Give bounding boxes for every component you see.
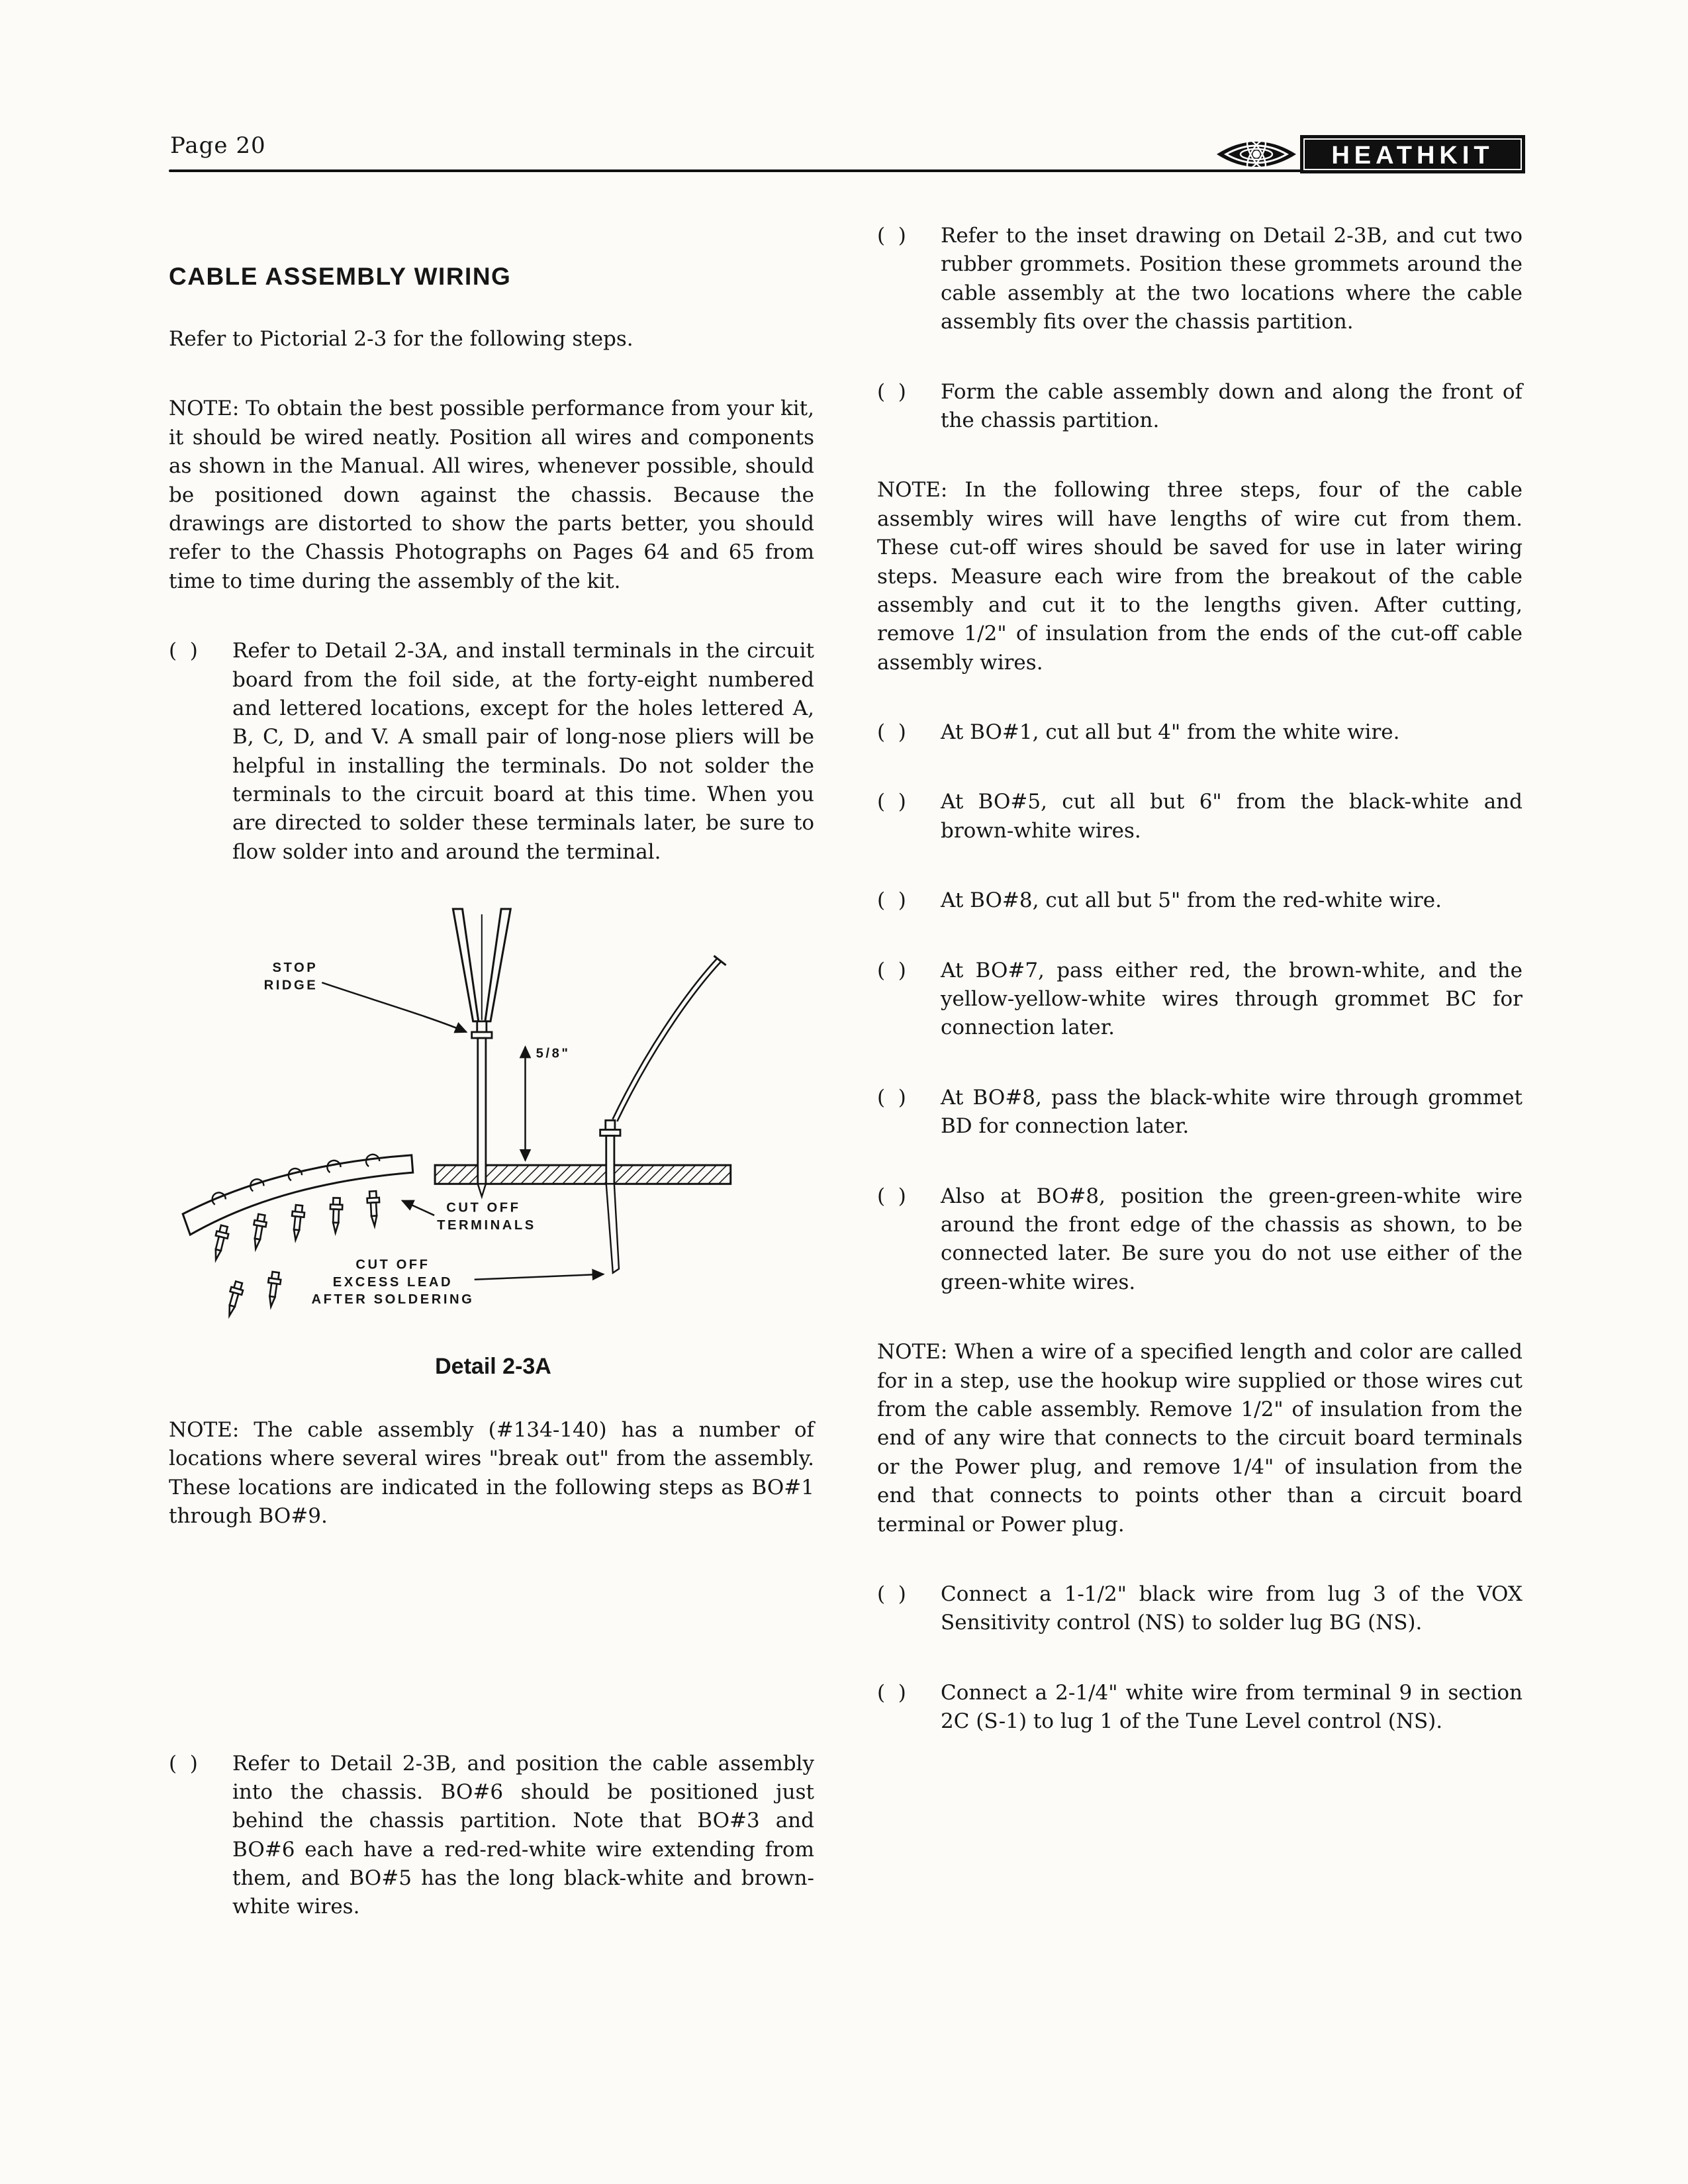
checkbox-marker: ( ) — [877, 720, 906, 745]
step-text: At BO#5, cut all but 6" from the black-white and brown-white wires. — [941, 790, 1523, 843]
excess-lead-label-line2: EXCESS LEAD — [332, 1275, 453, 1290]
checkbox-marker: ( ) — [877, 1680, 906, 1705]
intro-paragraph: Refer to Pictorial 2-3 for the following steps. — [169, 327, 633, 351]
two-column-body — [169, 222, 1523, 1963]
section-heading: CABLE ASSEMBLY WIRING — [169, 263, 512, 290]
cut-off-excess-lead-callout — [311, 1258, 603, 1307]
step-text: At BO#8, cut all but 5" from the red-white wire. — [941, 888, 1442, 913]
checkbox-marker: ( ) — [877, 958, 906, 982]
note-performance: NOTE: To obtain the best possible performance from your kit, it should be wired neatly. Position all wires and components as shown in the Manual. All wires, whenever possible, should be positioned down against the chassis. Because the drawings are distorted to show the parts better, you should refer to the Chassis Photographs on Pages 64 and 65 from time to time during the assembly of the kit. — [169, 397, 814, 593]
heathkit-logo-graphic — [1215, 127, 1526, 181]
figure-caption: Detail 2-3A — [435, 1353, 551, 1379]
step-text: Connect a 2-1/4" white wire from terminal 9 in section 2C (S-1) to lug 1 of the Tune Level control (NS). — [941, 1680, 1523, 1734]
step-text: At BO#1, cut all but 4" from the white wire. — [941, 720, 1400, 745]
excess-lead-label-line1: CUT OFF — [355, 1257, 430, 1272]
cut-off-terminals-label-line2: TERMINALS — [437, 1218, 536, 1233]
checklist-step-bo8-cut — [877, 886, 1523, 915]
heathkit-logo-text: HEATHKIT — [1331, 142, 1494, 169]
right-column — [877, 222, 1523, 1963]
checkbox-marker: ( ) — [877, 1582, 906, 1606]
terminal-installation-drawing — [172, 908, 814, 1339]
checklist-step-connect-black — [877, 1580, 1523, 1638]
excess-lead-label-line3: AFTER SOLDERING — [311, 1292, 475, 1307]
detail-2-3a-figure — [172, 908, 814, 1380]
hookup-wire — [610, 956, 726, 1130]
stop-ridge-label-line2: RIDGE — [263, 978, 318, 993]
page-number: Page 20 — [170, 132, 266, 159]
checkbox-marker: ( ) — [877, 379, 906, 404]
checklist-step-bo8-green — [877, 1182, 1523, 1298]
checklist-step-position-cable — [169, 1750, 814, 1922]
stop-ridge-callout — [264, 961, 467, 1032]
checkbox-marker: ( ) — [877, 1184, 906, 1208]
checkbox-marker: ( ) — [877, 224, 906, 248]
step-text: Form the cable assembly down and along the front of the chassis partition. — [941, 379, 1523, 432]
note-cable-assembly: NOTE: The cable assembly (#134-140) has a number of locations where several wires "break out" from the assembly. These locations are indicated in the following steps as BO#1 through BO#9. — [169, 1417, 814, 1529]
checklist-step-bo8-pass — [877, 1084, 1523, 1141]
checklist-step-bo5 — [877, 788, 1523, 845]
checklist-step-install-terminals — [169, 637, 814, 867]
heathkit-wordmark — [1300, 135, 1525, 173]
checklist-step-bo1 — [877, 718, 1523, 747]
stop-ridge-label-line1: STOP — [272, 961, 318, 976]
step-text: At BO#7, pass either red, the brown-white, and the yellow-yellow-white wires through grommet BC for connection later. — [941, 958, 1523, 1040]
atom-badge-icon — [1217, 138, 1296, 171]
checklist-step-form-cable — [877, 378, 1523, 436]
checkbox-marker: ( ) — [169, 1751, 198, 1776]
cut-off-terminals-label-line1: CUT OFF — [446, 1200, 521, 1215]
note-cut-wires: NOTE: In the following three steps, four of the cable assembly wires will have lengths of wire cut from them. These cut-off wires should be saved for use in later wiring steps. Measure each wire from the breakout of the cable assembly and cut it to the lengths given. After cutting, remove 1/2" of insulation from the ends of the cut-off cable assembly wires. — [877, 478, 1523, 675]
pliers-jaws — [453, 909, 510, 1021]
checkbox-marker: ( ) — [877, 888, 906, 913]
note-wire-length: NOTE: When a wire of a specified length and color are called for in a step, use the hookup wire supplied or those wires cut from the cable assembly. Remove 1/2" of insulation from the end of any wire that connects to the circuit board terminals or the Power plug, and remove 1/4" of insulation from the end that connects to points other than a circuit board terminal or Power plug. — [877, 1340, 1523, 1537]
step-text: Connect a 1-1/2" black wire from lug 3 of the VOX Sensitivity control (NS) to solder lug BG (NS). — [941, 1582, 1523, 1635]
checklist-step-connect-white — [877, 1679, 1523, 1736]
terminal-with-excess-lead — [600, 1121, 620, 1273]
step-text: Refer to Detail 2-3B, and position the cable assembly into the chassis. BO#6 should be positioned just behind the chassis partition. Note that BO#3 and BO#6 each have a red-red-white wire extending from them, and BO#5 has the long black-white and brown-white wires. — [232, 1751, 814, 1919]
checklist-step-bo7 — [877, 957, 1523, 1043]
checklist-step-grommets — [877, 222, 1523, 337]
page-header — [169, 106, 1523, 172]
dimension-label: 5/8" — [536, 1046, 571, 1061]
cut-off-terminals-callout — [402, 1201, 536, 1233]
step-text: At BO#8, pass the black-white wire through grommet BD for connection later. — [941, 1085, 1523, 1139]
checkbox-marker: ( ) — [169, 639, 198, 663]
left-column — [169, 222, 814, 1963]
checkbox-marker: ( ) — [877, 790, 906, 814]
step-text: Also at BO#8, position the green-green-white wire around the front edge of the chassis as shown, to be connected later. Be sure you do not use either of the green-white wires. — [941, 1184, 1523, 1294]
checkbox-marker: ( ) — [877, 1085, 906, 1110]
step-text: Refer to Detail 2-3A, and install terminals in the circuit board from the foil side, at the forty-eight numbered and lettered locations, except for the holes lettered A, B, C, D, and V. A small pair of long-nose pliers will be helpful in installing the terminals. Do not solder the terminals to the circuit board at this time. When you are directed to solder these terminals later, be sure to flow solder into and around the terminal. — [232, 639, 814, 864]
dimension-5-8 — [526, 1047, 571, 1161]
step-text: Refer to the inset drawing on Detail 2-3B, and cut two rubber grommets. Position these grommets around the cable assembly at the two locations where the cable assembly fits over the chassis partition. — [941, 224, 1523, 334]
heathkit-logo — [1215, 127, 1526, 181]
